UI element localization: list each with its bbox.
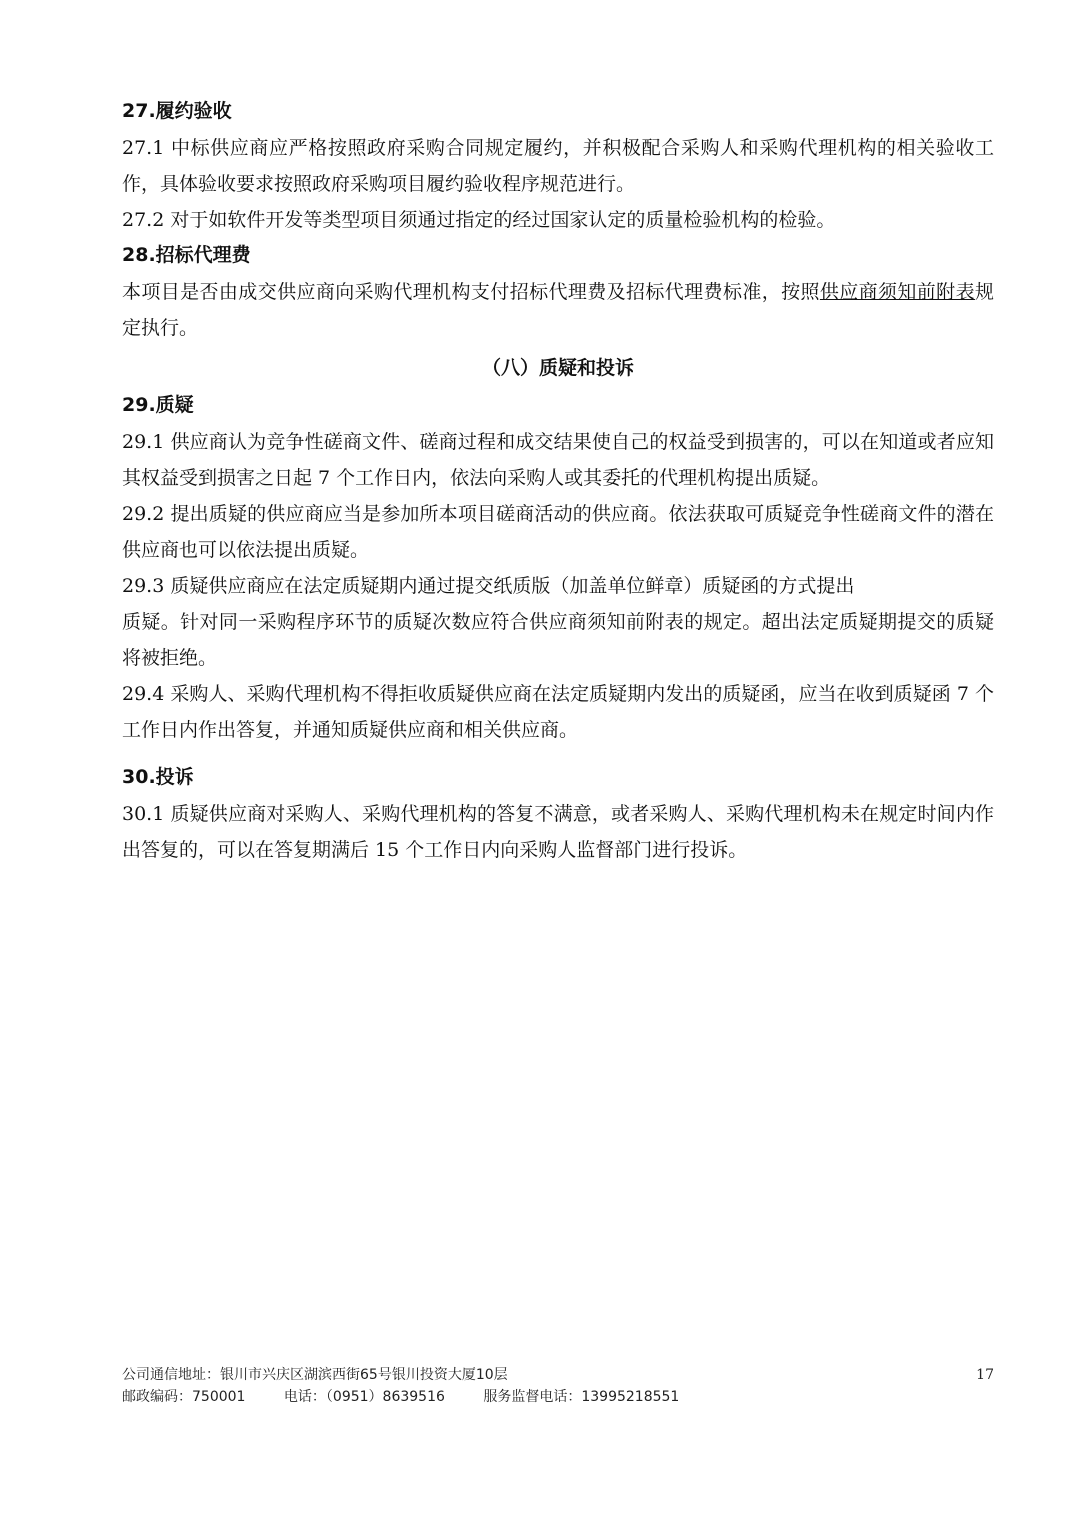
clause-29-2: 29.2 提出质疑的供应商应当是参加所本项目磋商活动的供应商。依法获取可质疑竞争性磋商文件的潜在供应商也可以依法提出质疑。 — [122, 503, 994, 561]
section-27-title: 27.履约验收 — [122, 100, 232, 122]
clause-29-3-line1: 29.3 质疑供应商应在法定质疑期内通过提交纸质版（加盖单位鲜章）质疑函的方式提出 — [122, 575, 855, 597]
section-28-title: 28.招标代理费 — [122, 244, 251, 266]
supervision-phone: 服务监督电话：13995218551 — [483, 1389, 680, 1405]
phone: 电话：（0951）8639516 — [283, 1389, 445, 1405]
clause-29-3-line2: 质疑。针对同一采购程序环节的质疑次数应符合供应商须知前附表的规定。超出法定质疑期提交的质疑将被拒绝。 — [122, 611, 994, 669]
clause-29-4: 29.4 采购人、采购代理机构不得拒收质疑供应商在法定质疑期内发出的质疑函，应当在收到质疑函 7 个工作日内作出答复，并通知质疑供应商和相关供应商。 — [122, 683, 994, 741]
clause-30-1: 30.1 质疑供应商对采购人、采购代理机构的答复不满意，或者采购人、采购代理机构未在规定时间内作出答复的，可以在答复期满后 15 个工作日内向采购人监督部门进行投诉。 — [122, 803, 994, 861]
clause-27-1: 27.1 中标供应商应严格按照政府采购合同规定履约，并积极配合采购人和采购代理机构的相关验收工作，具体验收要求按照政府采购项目履约验收程序规范进行。 — [122, 137, 994, 195]
document-body — [122, 96, 994, 868]
page-footer — [122, 1364, 994, 1408]
page-number: 17 — [976, 1367, 994, 1383]
contact-row — [122, 1386, 994, 1408]
section-30-title: 30.投诉 — [122, 766, 194, 788]
clause-28 — [122, 274, 994, 346]
company-address: 公司通信地址：银川市兴庆区湖滨西街65号银川投资大厦10层 — [122, 1367, 508, 1383]
pre-table-reference: 供应商须知前附表 — [819, 281, 975, 303]
chapter-8-heading: （八）质疑和投诉 — [481, 357, 634, 379]
clause-28-text-b: 规定执行。 — [122, 281, 994, 339]
clause-29-1: 29.1 供应商认为竞争性磋商文件、磋商过程和成交结果使自己的权益受到损害的，可以在知道或者应知其权益受到损害之日起 7 个工作日内，依法向采购人或其委托的代理机构提出质疑。 — [122, 431, 994, 489]
clause-28-text-a: 本项目是否由成交供应商向采购代理机构支付招标代理费及招标代理费标准，按照 — [122, 281, 820, 303]
clause-27-2: 27.2 对于如软件开发等类型项目须通过指定的经过国家认定的质量检验机构的检验。 — [122, 209, 836, 231]
section-29-title: 29.质疑 — [122, 394, 194, 416]
postcode: 邮政编码：750001 — [122, 1389, 246, 1405]
